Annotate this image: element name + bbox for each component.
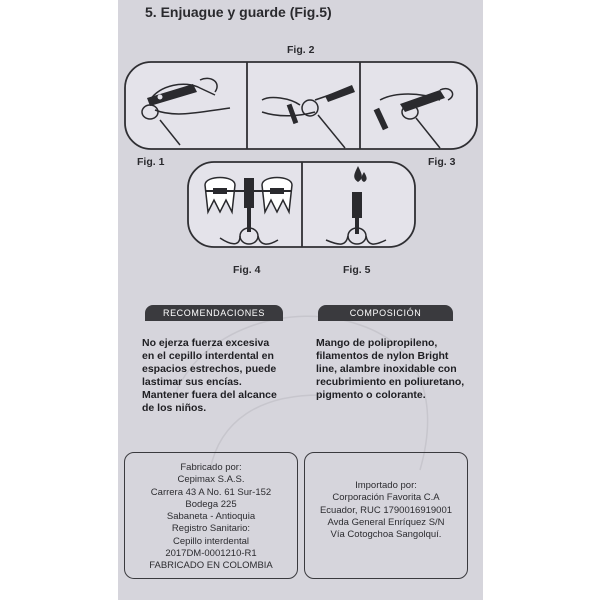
fig1-label: Fig. 1 — [137, 156, 165, 168]
fabricado-line: Cepillo interdental — [172, 535, 250, 547]
fig3-label: Fig. 3 — [428, 156, 456, 168]
recomendaciones-line: espacios estrechos, puede — [142, 363, 277, 375]
fabricado-line: Carrera 43 A No. 61 Sur-152 — [150, 486, 272, 498]
fabricado-line: Cepimax S.A.S. — [177, 474, 245, 486]
composicion-text — [316, 337, 464, 402]
fig4-label: Fig. 4 — [233, 264, 261, 276]
fabricado-line: 2017DM-0001210-R1 — [165, 548, 257, 560]
importado-line: Importado por: — [355, 480, 417, 491]
importado-line: Corporación Favorita C.A — [332, 492, 440, 504]
fabricado-line: Fabricado por: — [180, 462, 242, 473]
importado-line: Avda General Enríquez S/N — [327, 516, 445, 528]
recomendaciones-line: de los niños. — [142, 402, 207, 414]
composicion-header: COMPOSICIÓN — [318, 305, 453, 321]
recomendaciones-line: No ejerza fuerza excesiva — [142, 337, 270, 349]
composicion-line: pigmento o colorante. — [316, 389, 426, 401]
fabricado-text — [126, 462, 296, 573]
fabricado-line: Bodega 225 — [185, 498, 237, 510]
fig5-label: Fig. 5 — [343, 264, 371, 276]
recomendaciones-line: Mantener fuera del alcance — [142, 389, 277, 401]
composicion-line: line, alambre inoxidable con — [316, 363, 457, 375]
importado-line: Vía Cotogchoa Sangolquí. — [330, 529, 442, 541]
recomendaciones-text — [142, 337, 277, 415]
composicion-line: Mango de polipropileno, — [316, 337, 438, 349]
fabricado-line: Sabaneta - Antioquia — [166, 511, 256, 523]
importado-line: Ecuador, RUC 1790016919001 — [319, 504, 453, 516]
recomendaciones-line: lastimar sus encías. — [142, 376, 242, 388]
fig2-label: Fig. 2 — [287, 44, 315, 56]
recomendaciones-line: en el cepillo interdental en — [142, 350, 274, 362]
composicion-line: filamentos de nylon Bright — [316, 350, 449, 362]
composicion-line: recubrimiento en poliuretano, — [316, 376, 465, 388]
fabricado-line: Registro Sanitario: — [171, 523, 251, 535]
fabricado-line: FABRICADO EN COLOMBIA — [149, 560, 273, 572]
step-title: 5. Enjuague y guarde (Fig.5) — [145, 4, 332, 20]
top-figures-panel — [125, 62, 477, 149]
recomendaciones-header: RECOMENDACIONES — [145, 305, 283, 321]
importado-text — [306, 480, 466, 541]
